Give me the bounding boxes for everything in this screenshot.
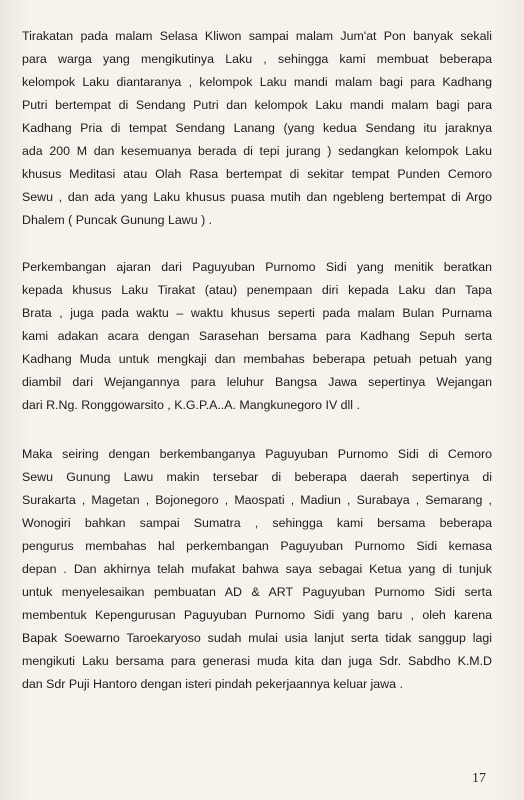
paragraph-line: Bapak Soewarno Taroekaryoso sudah mulai usia lanjut serta tidak sanggup lagi (22, 631, 492, 645)
paragraph-line: ada 200 M dan kesemuanya berada di tepi jurang ) sedangkan kelompok Laku (22, 144, 492, 158)
paragraph-line: Surakarta , Magetan , Bojonegoro , Maospati , Madiun , Surabaya , Semarang , (22, 493, 492, 507)
paragraph-line: Sewu , dan ada yang Laku khusus puasa mutih dan ngebleng bertempat di Argo (22, 190, 492, 204)
paragraph-line: Maka seiring dengan berkembanganya Paguyuban Purnomo Sidi di Cemoro (22, 447, 492, 461)
paragraph-line: kami adakan acara dengan Sarasehan bersama para Kadhang Sepuh serta (22, 329, 492, 343)
paragraph-3 (22, 443, 492, 696)
paragraph-line: Dhalem ( Puncak Gunung Lawu ) . (22, 213, 213, 227)
paragraph-1 (22, 25, 492, 232)
paragraph-line: Tirakatan pada malam Selasa Kliwon sampai malam Jum'at Pon banyak sekali (22, 29, 492, 43)
paragraph-line: untuk menyelesaikan pembuatan AD & ART Paguyuban Purnomo Sidi serta (22, 585, 492, 599)
paragraph-line: khusus Meditasi atau Olah Rasa bertempat di sekitar tempat Punden Cemoro (22, 167, 492, 181)
paragraph-line: Putri bertempat di Sendang Putri dan kelompok Laku mandi malam bagi para (22, 98, 492, 112)
paragraph-line: dari R.Ng. Ronggowarsito , K.G.P.A..A. Mangkunegoro IV dll . (22, 398, 360, 412)
paragraph-line: depan . Dan akhirnya telah mufakat bahwa saya sebagai Ketua yang di tunjuk (22, 562, 492, 576)
paragraph-line: diambil dari Wejangannya para leluhur Bangsa Jawa sepertinya Wejangan (22, 375, 492, 389)
paragraph-line: Kadhang Muda untuk mengkaji dan membahas beberapa petuah petuah yang (22, 352, 492, 366)
paragraph-2 (22, 256, 492, 417)
paragraph-line: kelompok Laku diantaranya , kelompok Laku mandi malam bagi para Kadhang (22, 75, 492, 89)
paragraph-line: membentuk Kepengurusan Paguyuban Purnomo Sidi yang baru , oleh karena (22, 608, 492, 622)
paragraph-line: para warga yang mengikutinya Laku , sehingga kami membuat beberapa (22, 52, 492, 66)
paragraph-line: Brata , juga pada waktu – waktu khusus seperti pada malam Bulan Purnama (22, 306, 492, 320)
paragraph-line: Wonogiri bahkan sampai Sumatra , sehingga kami bersama beberapa (22, 516, 492, 530)
paragraph-line: mengikuti Laku bersama para generasi muda kita dan juga Sdr. Sabdho K.M.D (22, 654, 492, 668)
paragraph-line: Sewu Gunung Lawu makin tersebar di beberapa daerah sepertinya di (22, 470, 492, 484)
paragraph-line: Kadhang Pria di tempat Sendang Lanang (yang kedua Sendang itu jaraknya (22, 121, 492, 135)
paragraph-line: kepada khusus Laku Tirakat (atau) penempaan diri kepada Laku dan Tapa (22, 283, 492, 297)
paragraph-line: dan Sdr Puji Hantoro dengan isteri pindah pekerjaannya keluar jawa . (22, 677, 403, 691)
paragraph-line: Perkembangan ajaran dari Paguyuban Purnomo Sidi yang menitik beratkan (22, 260, 492, 274)
paragraph-line: pengurus membahas hal perkembangan Paguyuban Purnomo Sidi kemasa (22, 539, 492, 553)
page-number: 17 (472, 771, 486, 786)
